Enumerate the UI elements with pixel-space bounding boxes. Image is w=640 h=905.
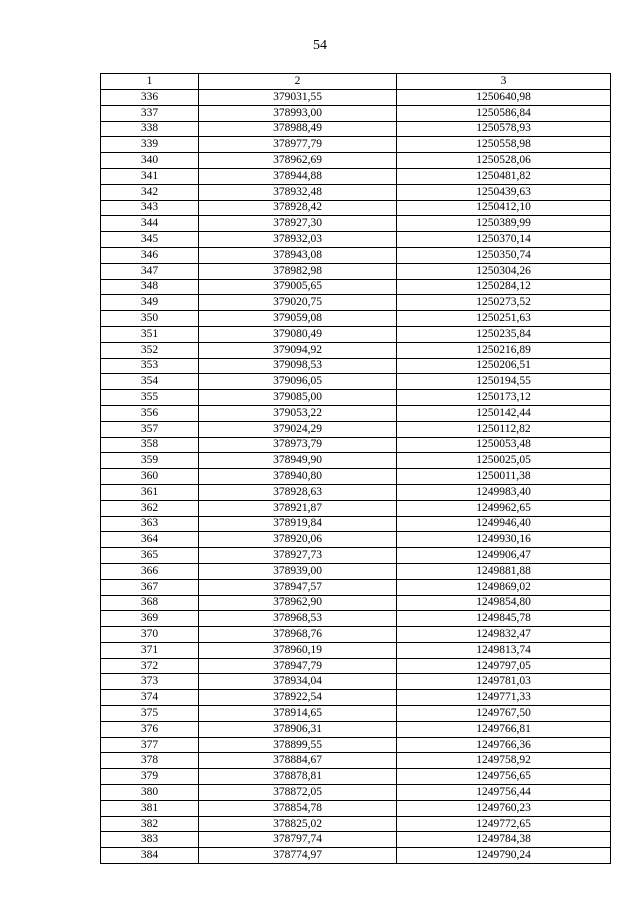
- x-coordinate-cell: 378927,73: [199, 548, 397, 564]
- x-coordinate-cell: 378825,02: [199, 816, 397, 832]
- point-number-cell: 348: [101, 279, 199, 295]
- x-coordinate-cell: 378921,87: [199, 500, 397, 516]
- y-coordinate-cell: 1250025,05: [397, 453, 611, 469]
- point-number-cell: 372: [101, 658, 199, 674]
- y-coordinate-cell: 1249771,33: [397, 690, 611, 706]
- y-coordinate-cell: 1249756,65: [397, 769, 611, 785]
- table-row: [101, 105, 611, 121]
- point-number-cell: 350: [101, 311, 199, 327]
- table-row: [101, 785, 611, 801]
- table-row: [101, 848, 611, 864]
- y-coordinate-cell: 1249983,40: [397, 484, 611, 500]
- y-coordinate-cell: 1249790,24: [397, 848, 611, 864]
- point-number-cell: 354: [101, 374, 199, 390]
- x-coordinate-cell: 378872,05: [199, 785, 397, 801]
- y-coordinate-cell: 1249906,47: [397, 548, 611, 564]
- column-header-2: 2: [199, 74, 397, 90]
- point-number-cell: 377: [101, 737, 199, 753]
- x-coordinate-cell: 379094,92: [199, 342, 397, 358]
- point-number-cell: 351: [101, 326, 199, 342]
- table-row: [101, 769, 611, 785]
- table-row: [101, 753, 611, 769]
- x-coordinate-cell: 378927,30: [199, 216, 397, 232]
- y-coordinate-cell: 1249766,81: [397, 721, 611, 737]
- x-coordinate-cell: 378928,63: [199, 484, 397, 500]
- x-coordinate-cell: 379098,53: [199, 358, 397, 374]
- x-coordinate-cell: 379080,49: [199, 326, 397, 342]
- x-coordinate-cell: 378939,00: [199, 563, 397, 579]
- table-row: [101, 390, 611, 406]
- table-row: [101, 184, 611, 200]
- y-coordinate-cell: 1250439,63: [397, 184, 611, 200]
- y-coordinate-cell: 1249781,03: [397, 674, 611, 690]
- table-row: [101, 563, 611, 579]
- point-number-cell: 373: [101, 674, 199, 690]
- table-row: [101, 579, 611, 595]
- x-coordinate-cell: 378949,90: [199, 453, 397, 469]
- point-number-cell: 370: [101, 627, 199, 643]
- y-coordinate-cell: 1249756,44: [397, 785, 611, 801]
- table-row: [101, 216, 611, 232]
- point-number-cell: 349: [101, 295, 199, 311]
- point-number-cell: 366: [101, 563, 199, 579]
- table-row: [101, 121, 611, 137]
- x-coordinate-cell: 378934,04: [199, 674, 397, 690]
- y-coordinate-cell: 1250194,55: [397, 374, 611, 390]
- y-coordinate-cell: 1249946,40: [397, 516, 611, 532]
- x-coordinate-cell: 378914,65: [199, 706, 397, 722]
- table-row: [101, 548, 611, 564]
- y-coordinate-cell: 1250053,48: [397, 437, 611, 453]
- table-row: [101, 374, 611, 390]
- point-number-cell: 359: [101, 453, 199, 469]
- x-coordinate-cell: 379005,65: [199, 279, 397, 295]
- table-row: [101, 342, 611, 358]
- table-header-row: [101, 74, 611, 90]
- point-number-cell: 353: [101, 358, 199, 374]
- table-row: [101, 279, 611, 295]
- x-coordinate-cell: 378906,31: [199, 721, 397, 737]
- y-coordinate-cell: 1250412,10: [397, 200, 611, 216]
- x-coordinate-cell: 378968,53: [199, 611, 397, 627]
- point-number-cell: 336: [101, 90, 199, 106]
- y-coordinate-cell: 1249845,78: [397, 611, 611, 627]
- table-row: [101, 737, 611, 753]
- x-coordinate-cell: 379085,00: [199, 390, 397, 406]
- point-number-cell: 346: [101, 247, 199, 263]
- table-row: [101, 469, 611, 485]
- y-coordinate-cell: 1250142,44: [397, 405, 611, 421]
- y-coordinate-cell: 1250389,99: [397, 216, 611, 232]
- y-coordinate-cell: 1250273,52: [397, 295, 611, 311]
- point-number-cell: 365: [101, 548, 199, 564]
- y-coordinate-cell: 1250578,93: [397, 121, 611, 137]
- table-row: [101, 816, 611, 832]
- coordinates-table: [100, 73, 611, 864]
- point-number-cell: 369: [101, 611, 199, 627]
- y-coordinate-cell: 1249930,16: [397, 532, 611, 548]
- point-number-cell: 384: [101, 848, 199, 864]
- point-number-cell: 375: [101, 706, 199, 722]
- x-coordinate-cell: 378919,84: [199, 516, 397, 532]
- y-coordinate-cell: 1250528,06: [397, 153, 611, 169]
- x-coordinate-cell: 379053,22: [199, 405, 397, 421]
- y-coordinate-cell: 1250112,82: [397, 421, 611, 437]
- y-coordinate-cell: 1250251,63: [397, 311, 611, 327]
- y-coordinate-cell: 1249813,74: [397, 642, 611, 658]
- table-row: [101, 500, 611, 516]
- table-row: [101, 532, 611, 548]
- x-coordinate-cell: 378993,00: [199, 105, 397, 121]
- column-header-3: 3: [397, 74, 611, 90]
- table-row: [101, 453, 611, 469]
- point-number-cell: 383: [101, 832, 199, 848]
- table-row: [101, 358, 611, 374]
- point-number-cell: 374: [101, 690, 199, 706]
- y-coordinate-cell: 1250558,98: [397, 137, 611, 153]
- table-row: [101, 90, 611, 106]
- table-row: [101, 168, 611, 184]
- x-coordinate-cell: 378973,79: [199, 437, 397, 453]
- point-number-cell: 378: [101, 753, 199, 769]
- point-number-cell: 338: [101, 121, 199, 137]
- y-coordinate-cell: 1249962,65: [397, 500, 611, 516]
- point-number-cell: 355: [101, 390, 199, 406]
- point-number-cell: 345: [101, 232, 199, 248]
- x-coordinate-cell: 378947,57: [199, 579, 397, 595]
- y-coordinate-cell: 1249832,47: [397, 627, 611, 643]
- x-coordinate-cell: 378884,67: [199, 753, 397, 769]
- table-row: [101, 232, 611, 248]
- table-row: [101, 421, 611, 437]
- y-coordinate-cell: 1250640,98: [397, 90, 611, 106]
- y-coordinate-cell: 1250370,14: [397, 232, 611, 248]
- point-number-cell: 341: [101, 168, 199, 184]
- table-body: [101, 90, 611, 864]
- table-row: [101, 690, 611, 706]
- y-coordinate-cell: 1250304,26: [397, 263, 611, 279]
- x-coordinate-cell: 379096,05: [199, 374, 397, 390]
- table-row: [101, 611, 611, 627]
- table-row: [101, 311, 611, 327]
- y-coordinate-cell: 1250284,12: [397, 279, 611, 295]
- table-row: [101, 595, 611, 611]
- y-coordinate-cell: 1250235,84: [397, 326, 611, 342]
- x-coordinate-cell: 378797,74: [199, 832, 397, 848]
- x-coordinate-cell: 378940,80: [199, 469, 397, 485]
- point-number-cell: 376: [101, 721, 199, 737]
- point-number-cell: 358: [101, 437, 199, 453]
- table-row: [101, 263, 611, 279]
- x-coordinate-cell: 378932,48: [199, 184, 397, 200]
- x-coordinate-cell: 378878,81: [199, 769, 397, 785]
- point-number-cell: 337: [101, 105, 199, 121]
- point-number-cell: 362: [101, 500, 199, 516]
- point-number-cell: 367: [101, 579, 199, 595]
- point-number-cell: 352: [101, 342, 199, 358]
- point-number-cell: 380: [101, 785, 199, 801]
- x-coordinate-cell: 378968,76: [199, 627, 397, 643]
- table-row: [101, 721, 611, 737]
- table-row: [101, 674, 611, 690]
- y-coordinate-cell: 1249784,38: [397, 832, 611, 848]
- column-header-1: 1: [101, 74, 199, 90]
- point-number-cell: 381: [101, 800, 199, 816]
- point-number-cell: 382: [101, 816, 199, 832]
- table-row: [101, 627, 611, 643]
- y-coordinate-cell: 1249758,92: [397, 753, 611, 769]
- point-number-cell: 361: [101, 484, 199, 500]
- point-number-cell: 339: [101, 137, 199, 153]
- y-coordinate-cell: 1250481,82: [397, 168, 611, 184]
- table-row: [101, 484, 611, 500]
- x-coordinate-cell: 378988,49: [199, 121, 397, 137]
- table-row: [101, 247, 611, 263]
- point-number-cell: 344: [101, 216, 199, 232]
- x-coordinate-cell: 378774,97: [199, 848, 397, 864]
- x-coordinate-cell: 379059,08: [199, 311, 397, 327]
- table-row: [101, 137, 611, 153]
- x-coordinate-cell: 378920,06: [199, 532, 397, 548]
- point-number-cell: 363: [101, 516, 199, 532]
- table-row: [101, 437, 611, 453]
- y-coordinate-cell: 1250586,84: [397, 105, 611, 121]
- x-coordinate-cell: 378960,19: [199, 642, 397, 658]
- x-coordinate-cell: 378947,79: [199, 658, 397, 674]
- y-coordinate-cell: 1250216,89: [397, 342, 611, 358]
- point-number-cell: 360: [101, 469, 199, 485]
- table-row: [101, 326, 611, 342]
- x-coordinate-cell: 378962,90: [199, 595, 397, 611]
- point-number-cell: 371: [101, 642, 199, 658]
- table-row: [101, 800, 611, 816]
- y-coordinate-cell: 1250173,12: [397, 390, 611, 406]
- x-coordinate-cell: 378854,78: [199, 800, 397, 816]
- point-number-cell: 364: [101, 532, 199, 548]
- table-row: [101, 516, 611, 532]
- point-number-cell: 357: [101, 421, 199, 437]
- x-coordinate-cell: 379020,75: [199, 295, 397, 311]
- x-coordinate-cell: 378932,03: [199, 232, 397, 248]
- y-coordinate-cell: 1250011,38: [397, 469, 611, 485]
- table-row: [101, 405, 611, 421]
- y-coordinate-cell: 1249797,05: [397, 658, 611, 674]
- table-row: [101, 832, 611, 848]
- y-coordinate-cell: 1250206,51: [397, 358, 611, 374]
- y-coordinate-cell: 1249766,36: [397, 737, 611, 753]
- y-coordinate-cell: 1249854,80: [397, 595, 611, 611]
- table-row: [101, 153, 611, 169]
- point-number-cell: 347: [101, 263, 199, 279]
- x-coordinate-cell: 378928,42: [199, 200, 397, 216]
- x-coordinate-cell: 378962,69: [199, 153, 397, 169]
- table-row: [101, 200, 611, 216]
- point-number-cell: 342: [101, 184, 199, 200]
- point-number-cell: 343: [101, 200, 199, 216]
- page-number: 54: [313, 38, 327, 53]
- y-coordinate-cell: 1249772,65: [397, 816, 611, 832]
- x-coordinate-cell: 378943,08: [199, 247, 397, 263]
- x-coordinate-cell: 378944,88: [199, 168, 397, 184]
- point-number-cell: 368: [101, 595, 199, 611]
- point-number-cell: 379: [101, 769, 199, 785]
- y-coordinate-cell: 1249881,88: [397, 563, 611, 579]
- x-coordinate-cell: 378899,55: [199, 737, 397, 753]
- y-coordinate-cell: 1250350,74: [397, 247, 611, 263]
- y-coordinate-cell: 1249767,50: [397, 706, 611, 722]
- table-row: [101, 658, 611, 674]
- table-row: [101, 706, 611, 722]
- x-coordinate-cell: 378922,54: [199, 690, 397, 706]
- point-number-cell: 340: [101, 153, 199, 169]
- x-coordinate-cell: 379024,29: [199, 421, 397, 437]
- y-coordinate-cell: 1249869,02: [397, 579, 611, 595]
- x-coordinate-cell: 378982,98: [199, 263, 397, 279]
- y-coordinate-cell: 1249760,23: [397, 800, 611, 816]
- table-row: [101, 295, 611, 311]
- table-row: [101, 642, 611, 658]
- x-coordinate-cell: 379031,55: [199, 90, 397, 106]
- x-coordinate-cell: 378977,79: [199, 137, 397, 153]
- point-number-cell: 356: [101, 405, 199, 421]
